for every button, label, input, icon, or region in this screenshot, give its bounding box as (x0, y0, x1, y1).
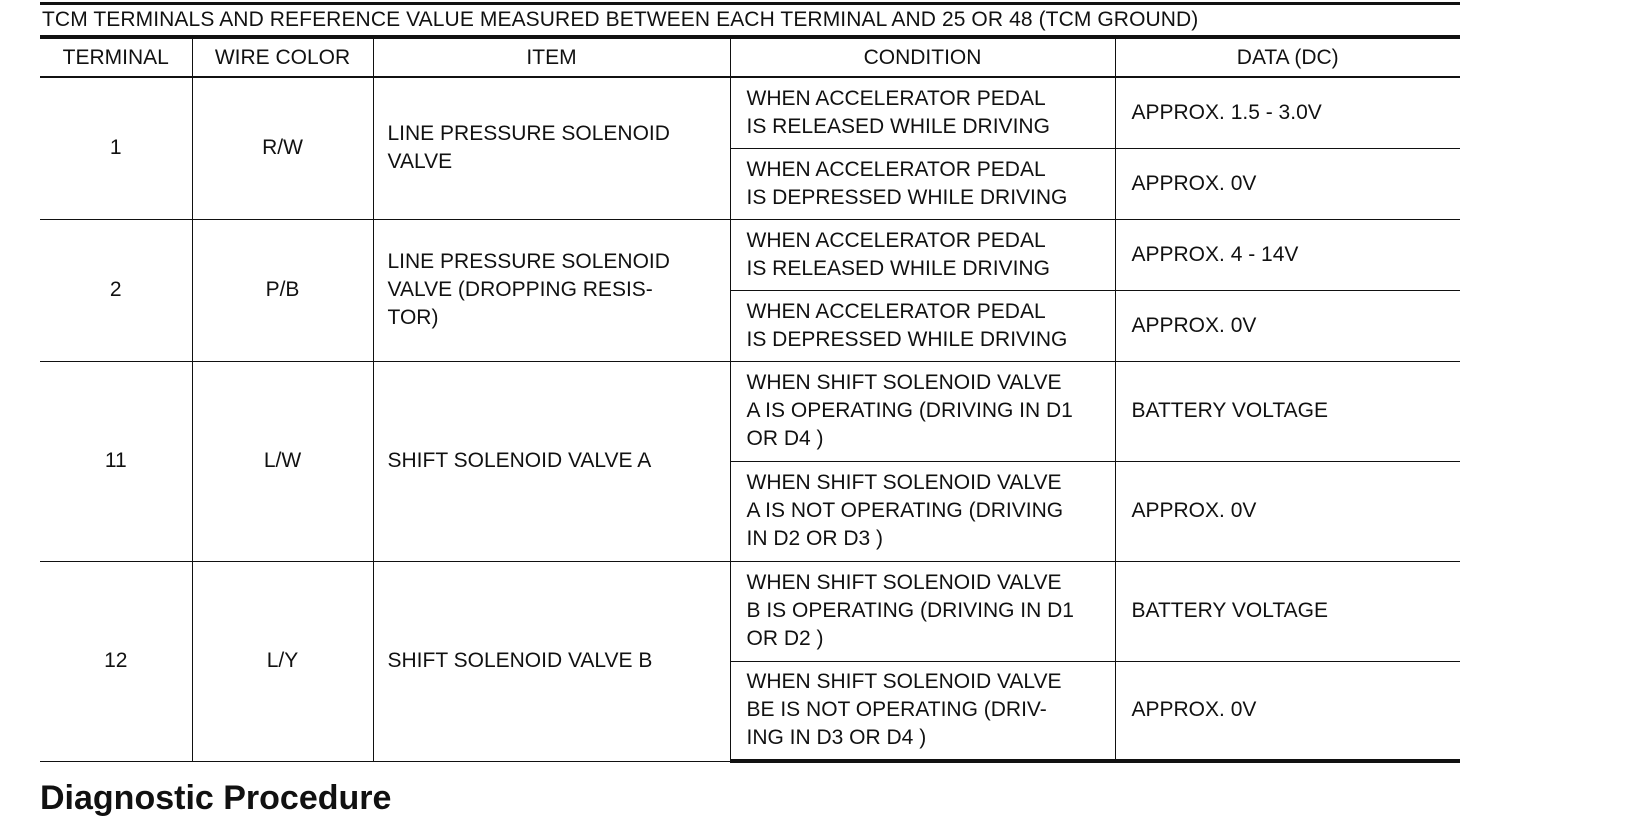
item-line: LINE PRESSURE SOLENOID (387, 122, 670, 146)
data-cell: APPROX. 1.5 - 3.0V (1115, 77, 1460, 148)
condition-line: WHEN ACCELERATOR PEDAL (746, 157, 1046, 181)
condition-cell (730, 290, 1115, 361)
document (40, 0, 1460, 763)
condition-line: OR D2 ) (746, 627, 824, 650)
wire-color-cell: R/W (192, 77, 373, 219)
condition-line: WHEN SHIFT SOLENOID VALVE (746, 571, 1062, 594)
table-row (40, 77, 1460, 148)
item-line: SHIFT SOLENOID VALVE B (387, 649, 653, 672)
condition-line: WHEN SHIFT SOLENOID VALVE (746, 670, 1062, 694)
wire-color-cell: L/Y (192, 561, 373, 761)
item-cell (373, 561, 730, 761)
wire-color-cell: L/W (192, 361, 373, 561)
item-line: LINE PRESSURE SOLENOID (387, 250, 670, 273)
data-cell: APPROX. 4 - 14V (1115, 219, 1460, 290)
item-line: TOR) (387, 306, 439, 329)
header-condition: CONDITION (730, 37, 1115, 77)
wire-color-cell: P/B (192, 219, 373, 361)
table-row (40, 361, 1460, 461)
data-cell: APPROX. 0V (1115, 148, 1460, 219)
terminal-cell: 1 (40, 77, 192, 219)
item-line: VALVE (387, 150, 453, 174)
condition-line: IS DEPRESSED WHILE DRIVING (746, 327, 1068, 351)
condition-cell (730, 219, 1115, 290)
condition-line: WHEN ACCELERATOR PEDAL (746, 86, 1046, 110)
condition-line: B IS OPERATING (DRIVING IN D1 (746, 599, 1074, 622)
data-cell: APPROX. 0V (1115, 461, 1460, 561)
item-line: VALVE (DROPPING RESIS- (387, 278, 653, 301)
condition-line: BE IS NOT OPERATING (DRIV- (746, 698, 1047, 722)
condition-line: WHEN ACCELERATOR PEDAL (746, 228, 1046, 252)
table-row (40, 219, 1460, 290)
section-heading: Diagnostic Procedure (40, 779, 392, 817)
terminal-reference-table (40, 35, 1460, 763)
header-item: ITEM (373, 37, 730, 77)
condition-cell (730, 148, 1115, 219)
data-cell: BATTERY VOLTAGE (1115, 561, 1460, 661)
condition-line: WHEN ACCELERATOR PEDAL (746, 299, 1046, 323)
condition-line: IS DEPRESSED WHILE DRIVING (746, 185, 1068, 209)
condition-line: OR D4 ) (746, 427, 824, 450)
condition-line: A IS NOT OPERATING (DRIVING (746, 499, 1064, 522)
terminal-cell: 12 (40, 561, 192, 761)
condition-cell (730, 461, 1115, 561)
condition-cell (730, 361, 1115, 461)
condition-line: A IS OPERATING (DRIVING IN D1 (746, 399, 1073, 422)
condition-line: IS RELEASED WHILE DRIVING (746, 114, 1050, 138)
item-cell (373, 361, 730, 561)
header-data: DATA (DC) (1115, 37, 1460, 77)
table-caption: TCM TERMINALS AND REFERENCE VALUE MEASURED BETWEEN EACH TERMINAL AND 25 OR 48 (TCM GROUND) (42, 8, 1199, 31)
header-row (40, 37, 1460, 77)
table-row (40, 561, 1460, 661)
condition-line: ING IN D3 OR D4 ) (746, 726, 927, 750)
item-cell (373, 219, 730, 361)
condition-line: IN D2 OR D3 ) (746, 527, 884, 550)
data-cell: APPROX. 0V (1115, 290, 1460, 361)
condition-line: WHEN SHIFT SOLENOID VALVE (746, 471, 1062, 494)
terminal-cell: 2 (40, 219, 192, 361)
condition-line: IS RELEASED WHILE DRIVING (746, 256, 1050, 280)
item-line: SHIFT SOLENOID VALVE A (387, 449, 652, 472)
item-cell (373, 77, 730, 219)
data-cell: BATTERY VOLTAGE (1115, 361, 1460, 461)
header-wire-color: WIRE COLOR (192, 37, 373, 77)
data-cell: APPROX. 0V (1115, 661, 1460, 761)
terminal-cell: 11 (40, 361, 192, 561)
condition-line: WHEN SHIFT SOLENOID VALVE (746, 371, 1062, 394)
condition-cell (730, 561, 1115, 661)
header-terminal: TERMINAL (40, 37, 192, 77)
condition-cell (730, 661, 1115, 761)
condition-cell (730, 77, 1115, 148)
